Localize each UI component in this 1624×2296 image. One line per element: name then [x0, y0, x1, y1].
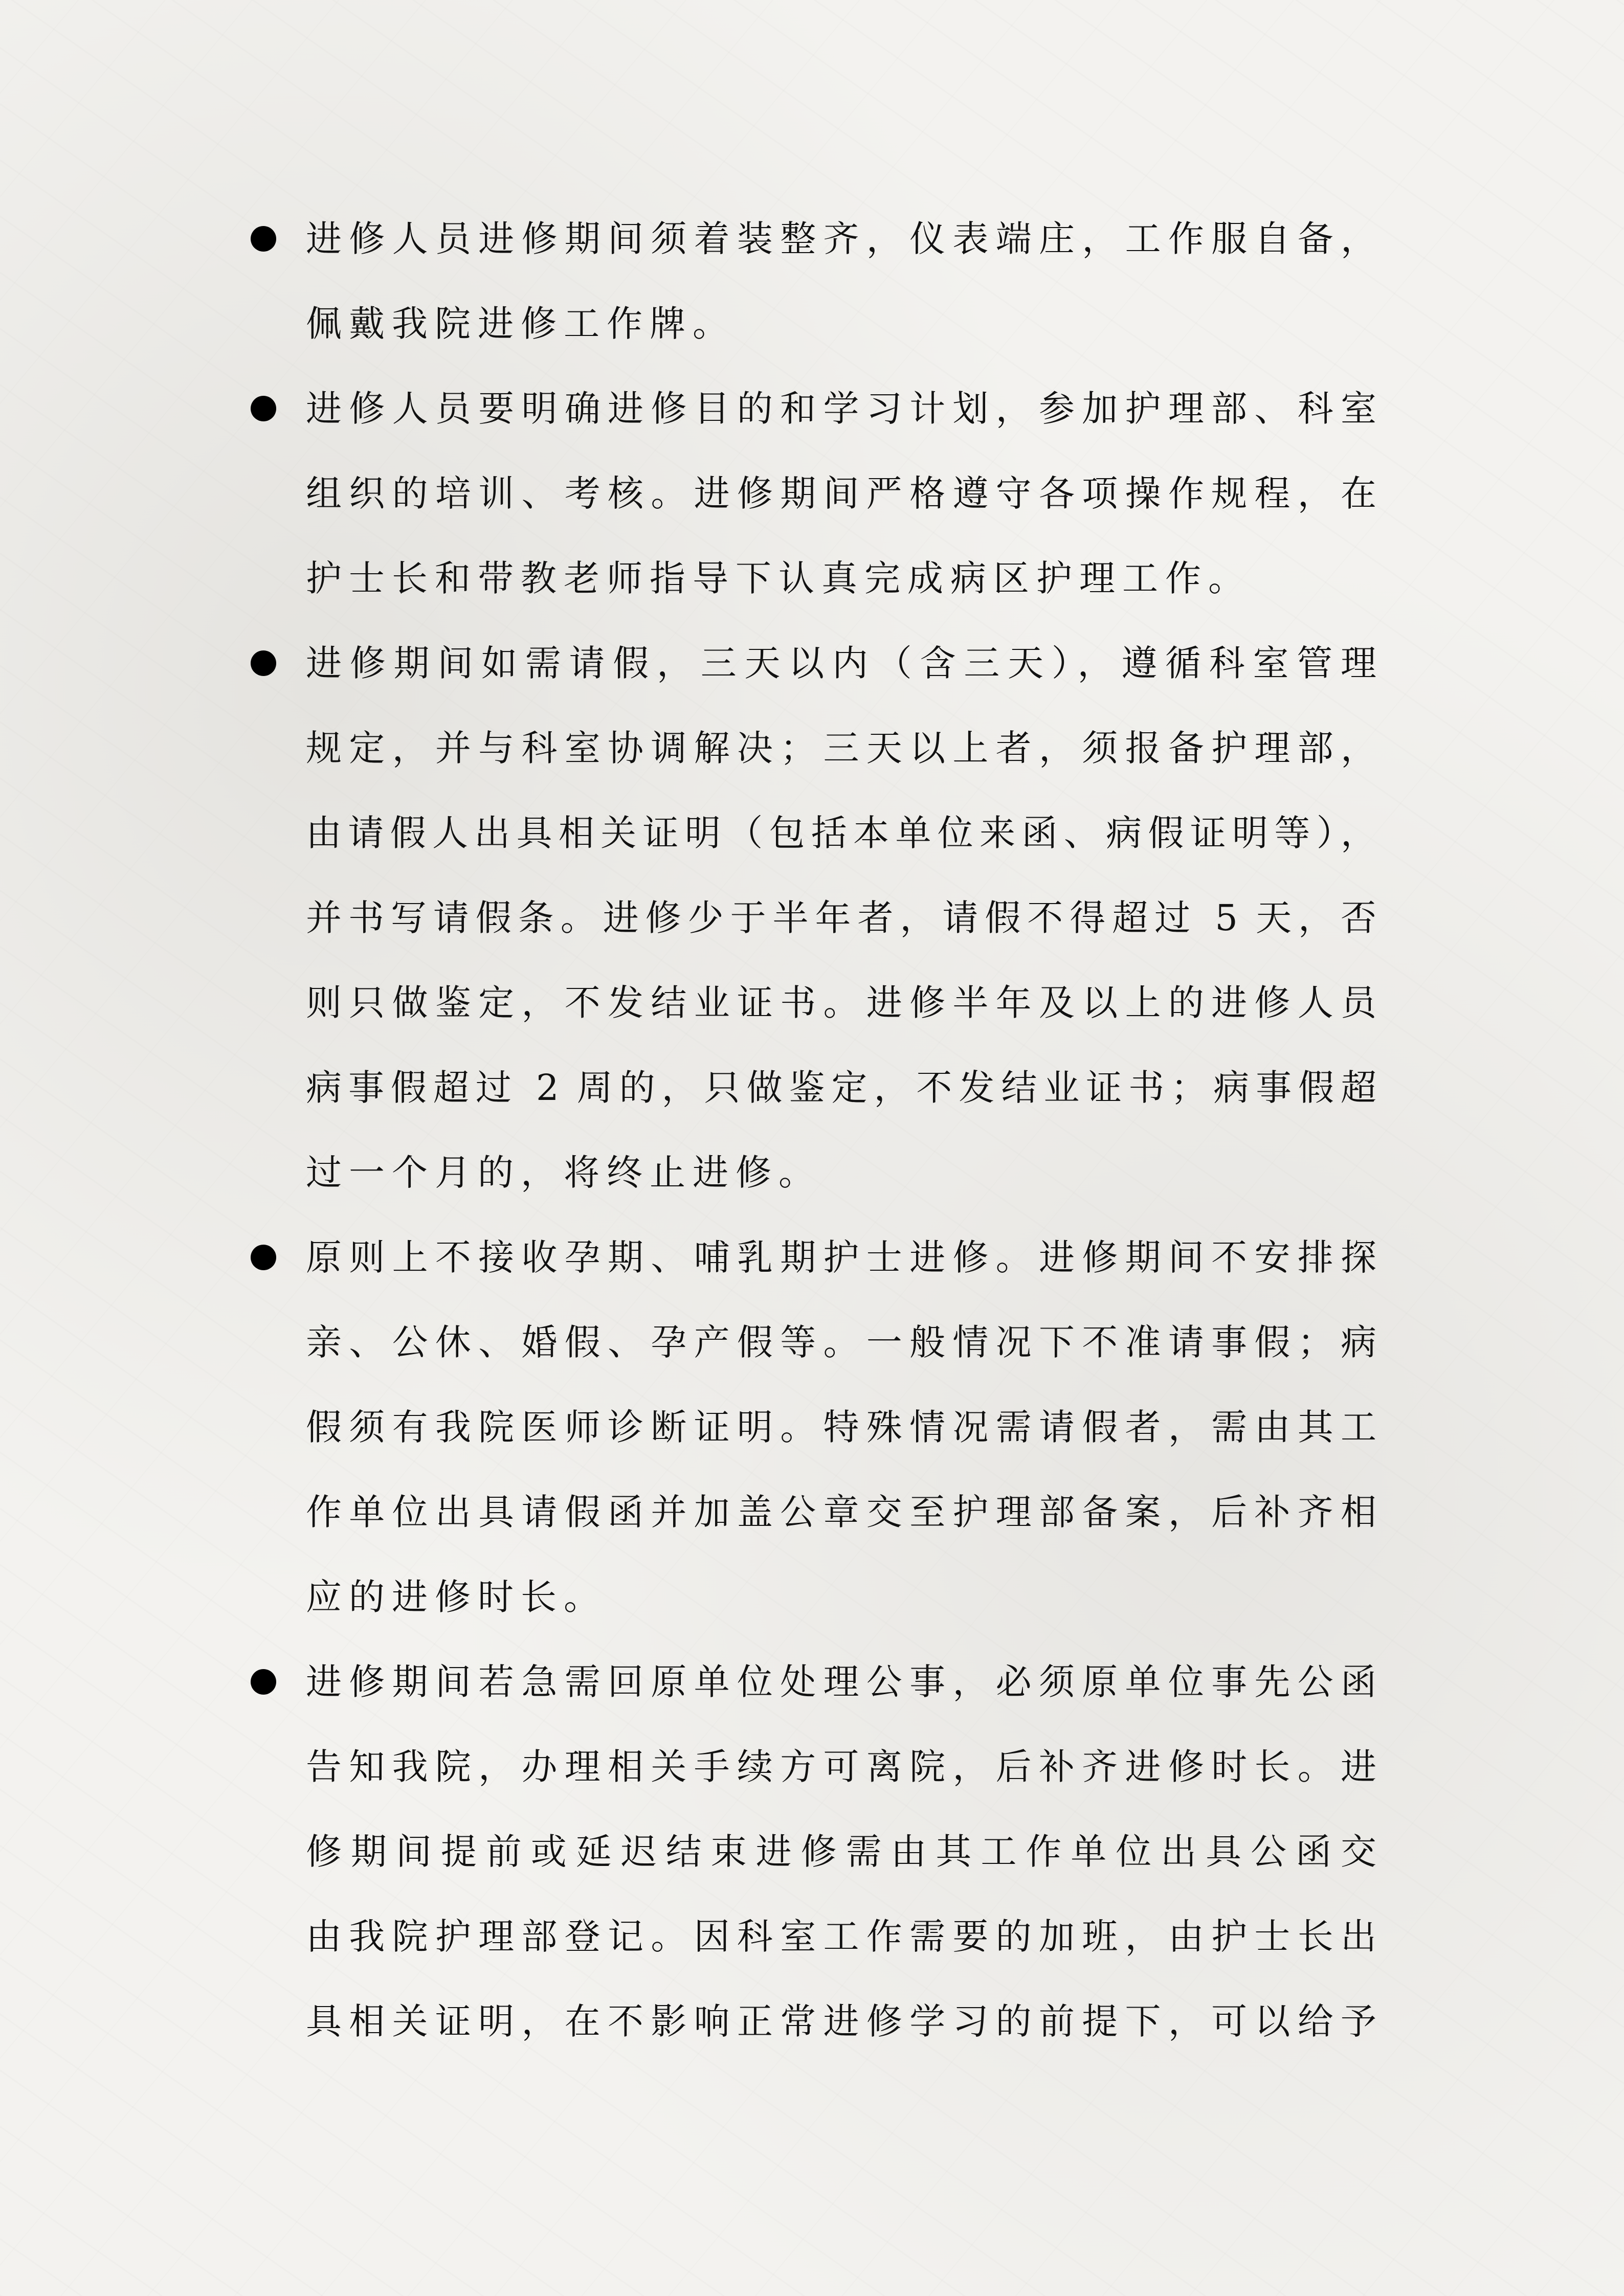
text-line: 进修期间若急需回原单位处理公事，必须原单位事先公函 — [306, 1661, 1376, 1703]
text-line: 进修人员要明确进修目的和学习计划，参加护理部、科室 — [306, 388, 1376, 430]
bullet-icon — [251, 650, 276, 676]
text-line: 组织的培训、考核。进修期间严格遵守各项操作规程，在 — [306, 472, 1376, 514]
bullet-paragraph — [0, 621, 1624, 1215]
text-line: 应的进修时长。 — [306, 1576, 607, 1618]
text-line: 由我院护理部登记。因科室工作需要的加班，由护士长出 — [306, 1916, 1376, 1957]
bullet-paragraph — [0, 1215, 1624, 1639]
text-line: 告知我院，办理相关手续方可离院，后补齐进修时长。进 — [306, 1746, 1376, 1788]
text-line: 并书写请假条。进修少于半年者，请假不得超过 5 天，否 — [306, 897, 1376, 939]
text-line: 修期间提前或延迟结束进修需由其工作单位出具公函交 — [306, 1831, 1376, 1873]
text-line: 作单位出具请假函并加盖公章交至护理部备案，后补齐相 — [306, 1491, 1376, 1533]
text-line: 过一个月的，将终止进修。 — [306, 1152, 821, 1194]
text-line: 原则上不接收孕期、哺乳期护士进修。进修期间不安排探 — [306, 1236, 1376, 1278]
text-line: 进修人员进修期间须着装整齐，仪表端庄，工作服自备， — [306, 218, 1376, 260]
text-line: 进修期间如需请假，三天以内（含三天），遵循科室管理 — [306, 642, 1376, 684]
text-line: 则只做鉴定，不发结业证书。进修半年及以上的进修人员 — [306, 982, 1376, 1024]
bullet-paragraph — [0, 366, 1624, 621]
bullet-icon — [251, 396, 276, 421]
text-line: 护士长和带教老师指导下认真完成病区护理工作。 — [306, 557, 1251, 599]
bullet-icon — [251, 1245, 276, 1270]
bullet-paragraph — [0, 1639, 1624, 2064]
text-line: 假须有我院医师诊断证明。特殊情况需请假者，需由其工 — [306, 1406, 1376, 1448]
bullet-icon — [251, 226, 276, 252]
bullet-icon — [251, 1669, 276, 1695]
bullet-paragraph — [0, 196, 1624, 366]
text-line: 病事假超过 2 周的，只做鉴定，不发结业证书；病事假超 — [306, 1067, 1376, 1109]
text-line: 规定，并与科室协调解决；三天以上者，须报备护理部， — [306, 727, 1376, 769]
text-line: 由请假人出具相关证明（包括本单位来函、病假证明等）， — [306, 812, 1376, 854]
text-line: 亲、公休、婚假、孕产假等。一般情况下不准请事假；病 — [306, 1321, 1376, 1363]
text-line: 具相关证明，在不影响正常进修学习的前提下，可以给予 — [306, 2000, 1376, 2042]
document-body — [0, 196, 1624, 2064]
text-line: 佩戴我院进修工作牌。 — [306, 303, 736, 345]
